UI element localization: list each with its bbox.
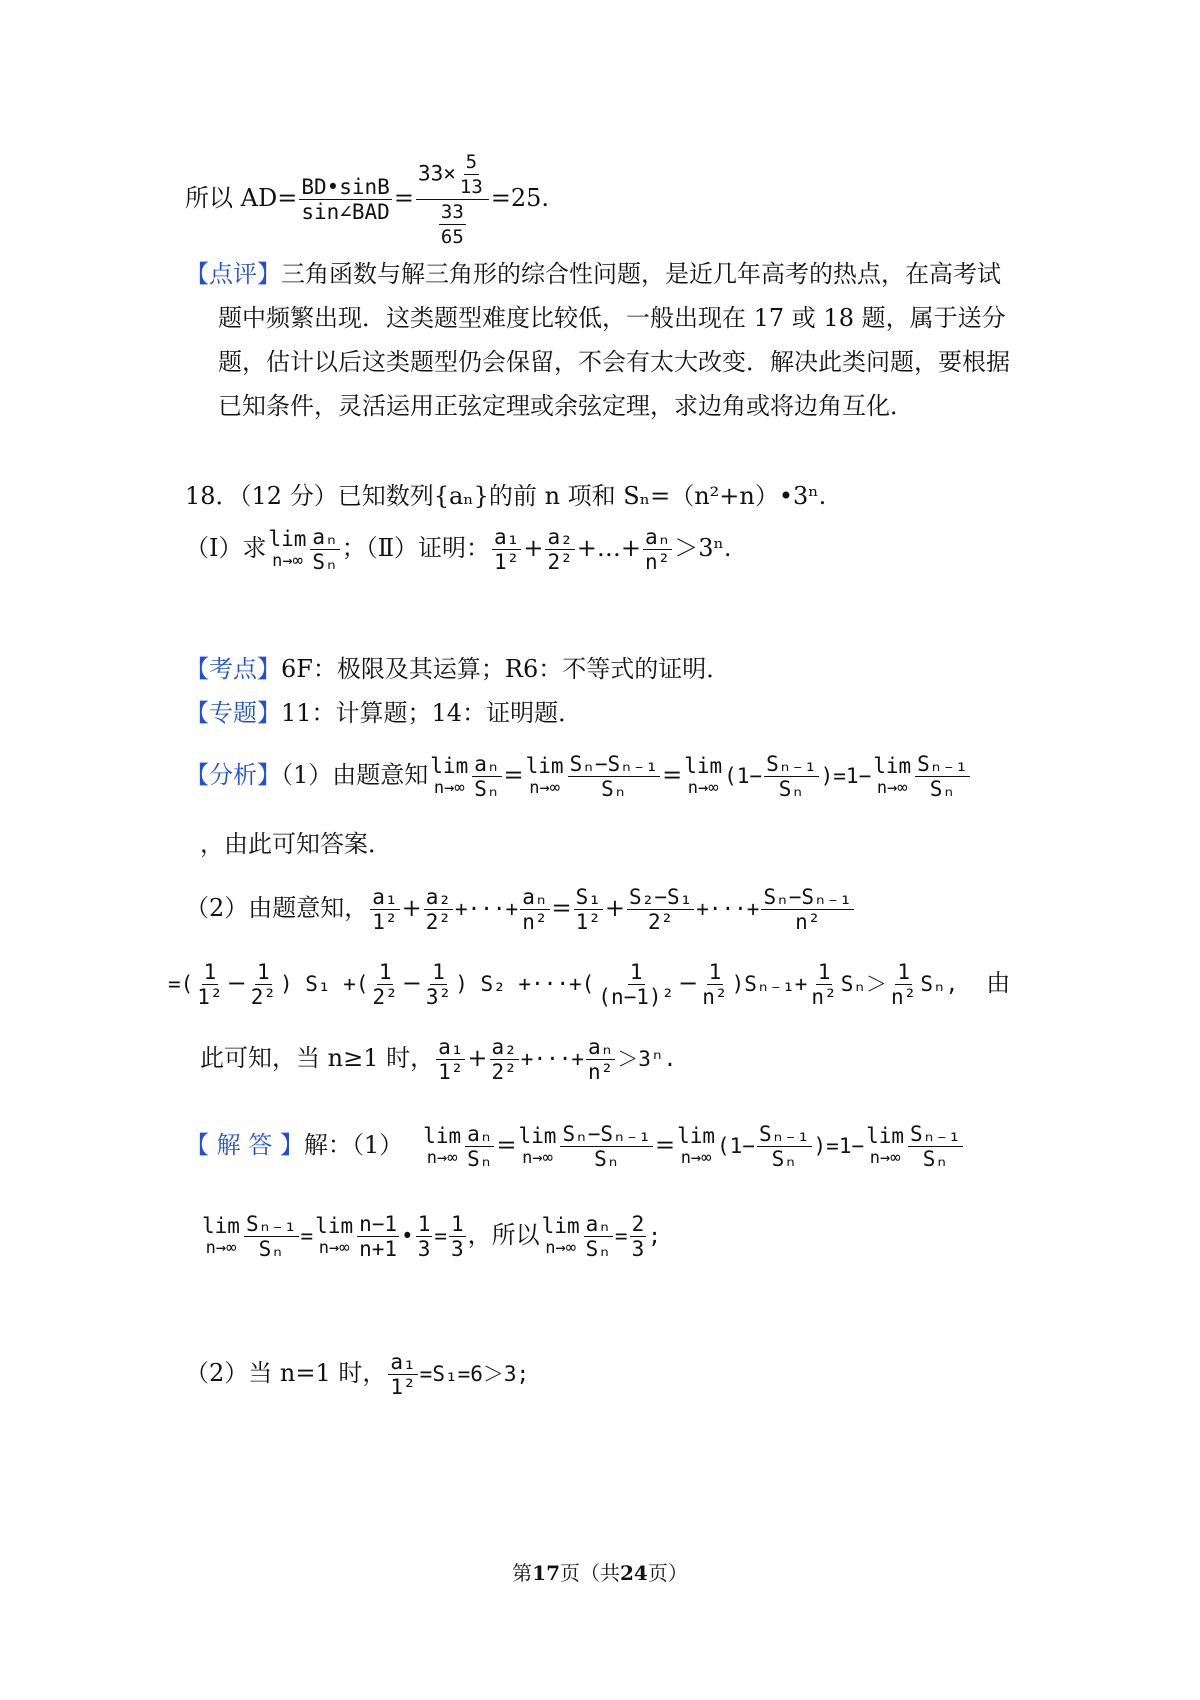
analysis-2-line-2: =( $\frac{1}{\text{1²}}$ − $\frac{1}{\text{2²}}$ ) S₁ +( $\frac{1}{\text{2²}}$ − $\frac{1}{\text{3²}}$ ) S₂ +···+( $\frac{1}{\text{(n−1)²}}$ − $\frac{1}{\text{n²}}$ )Sₙ₋₁+ $\frac{1}{\text{n²}}$ Sₙ＞ $\frac{1}{\text{n²}}$ Sₙ, 由 xyxy=(168,960,1011,1009)
jieda-line-1: 【 解 答 】解：（1） lim n→∞ $\frac{\text{aₙ}}{\text{Sₙ}}$ = lim n→∞ $\frac{\text{Sₙ−Sₙ₋₁}}{\text{Sₙ}}$ = lim n→∞ (1− $\frac{\text{Sₙ₋₁}}{\text{Sₙ}}$ )=1− lim n→∞ $\frac{\text{Sₙ₋₁}}{\text{Sₙ}}$ xyxy=(185,1122,961,1171)
jieda-line-2: lim n→∞ $\frac{\text{Sₙ₋₁}}{\text{Sₙ}}$ = lim n→∞ $\frac{n-1}{n+1}$ • $\frac{1}{3}$ = $\frac{1}{3}$ ，所以 lim n→∞ $\frac{\text{aₙ}}{\text{Sₙ}}$ = $\frac{2}{3}$ ; xyxy=(202,1212,661,1261)
page-footer: 第17页（共24页） xyxy=(512,1561,688,1585)
analysis-2-line-1: （2）由题意知， $\frac{\text{a₁}}{\text{1²}}$ + $\frac{\text{a₂}}{\text{2²}}$ +···+ $\frac{\text{aₙ}}{\text{n²}}$ = $\frac{\text{S₁}}{\text{1²}}$ + $\frac{\text{S₂−S₁}}{\text{2²}}$ +···+ $\frac{\text{Sₙ−Sₙ₋₁}}{\text{n²}}$ xyxy=(185,885,852,934)
analysis-2-line-3: 此可知，当 n≥1 时， $\frac{\text{a₁}}{\text{1²}}$ + $\frac{\text{a₂}}{\text{2²}}$ +···+ $\frac{\text{aₙ}}{\text{n²}}$ ＞3ⁿ. xyxy=(200,1035,677,1084)
kaodian: 【考点】6F：极限及其运算；R6：不等式的证明． xyxy=(185,655,731,683)
limit: lim n→∞ xyxy=(268,526,307,571)
question-18-parts: （Ⅰ）求 lim n→∞ $\frac{\text{aₙ}}{\text{Sₙ}}$ ；（Ⅱ）证明： $\frac{\text{a₁}}{\text{1²}}$ + $\frac{\text{a₂}}{\text{2²}}$ +…+ $\frac{\text{aₙ}}{\text{n²}}$ ＞3ⁿ. xyxy=(185,525,732,574)
question-18-heading: 18．（12 分）已知数列{aₙ}的前 n 项和 Sₙ=（n²+n）•3ⁿ. xyxy=(185,482,827,510)
ad-formula: 所以 AD= $\frac{BD•\sin B}{\text{sin∠BAD}}$ = 33× $\frac{5}{13}$ $\frac{33}{65}$ =25. xyxy=(185,151,550,248)
comment-line-4: 已知条件，灵活运用正弦定理或余弦定理，求边角或将边角互化． xyxy=(218,392,914,420)
comment-line-3: 题，估计以后这类题型仍会保留，不会有太大改变．解决此类问题，要根据 xyxy=(218,348,1010,376)
fraction: $\frac{BD•\sin B}{\text{sin∠BAD}}$ xyxy=(301,175,390,224)
fenxi-line-1: 【分析】（1）由题意知 lim n→∞ $\frac{\text{aₙ}}{\text{Sₙ}}$ = lim n→∞ $\frac{\text{Sₙ−Sₙ₋₁}}{\text{Sₙ}}$ = lim n→∞ (1− $\frac{\text{Sₙ₋₁}}{\text{Sₙ}}$ )=1− lim n→∞ $\frac{\text{Sₙ₋₁}}{\text{Sₙ}}$ xyxy=(185,752,968,801)
comment-line-2: 题中频繁出现．这类题型难度比较低，一般出现在 17 或 18 题，属于送分 xyxy=(218,304,1006,332)
fraction: 33× $\frac{5}{13}$ $\frac{33}{65}$ xyxy=(416,150,489,249)
part-2-n-equals-1: （2）当 n=1 时， $\frac{\text{a₁}}{\text{1²}}$ =S₁=6＞3; xyxy=(185,1350,530,1399)
comment-line-1: 【点评】三角函数与解三角形的综合性问题，是近几年高考的热点，在高考试 xyxy=(185,260,1001,288)
fenxi-line-2: ，由此可知答案． xyxy=(200,830,392,858)
zhuanti: 【专题】11：计算题；14：证明题． xyxy=(185,699,583,727)
